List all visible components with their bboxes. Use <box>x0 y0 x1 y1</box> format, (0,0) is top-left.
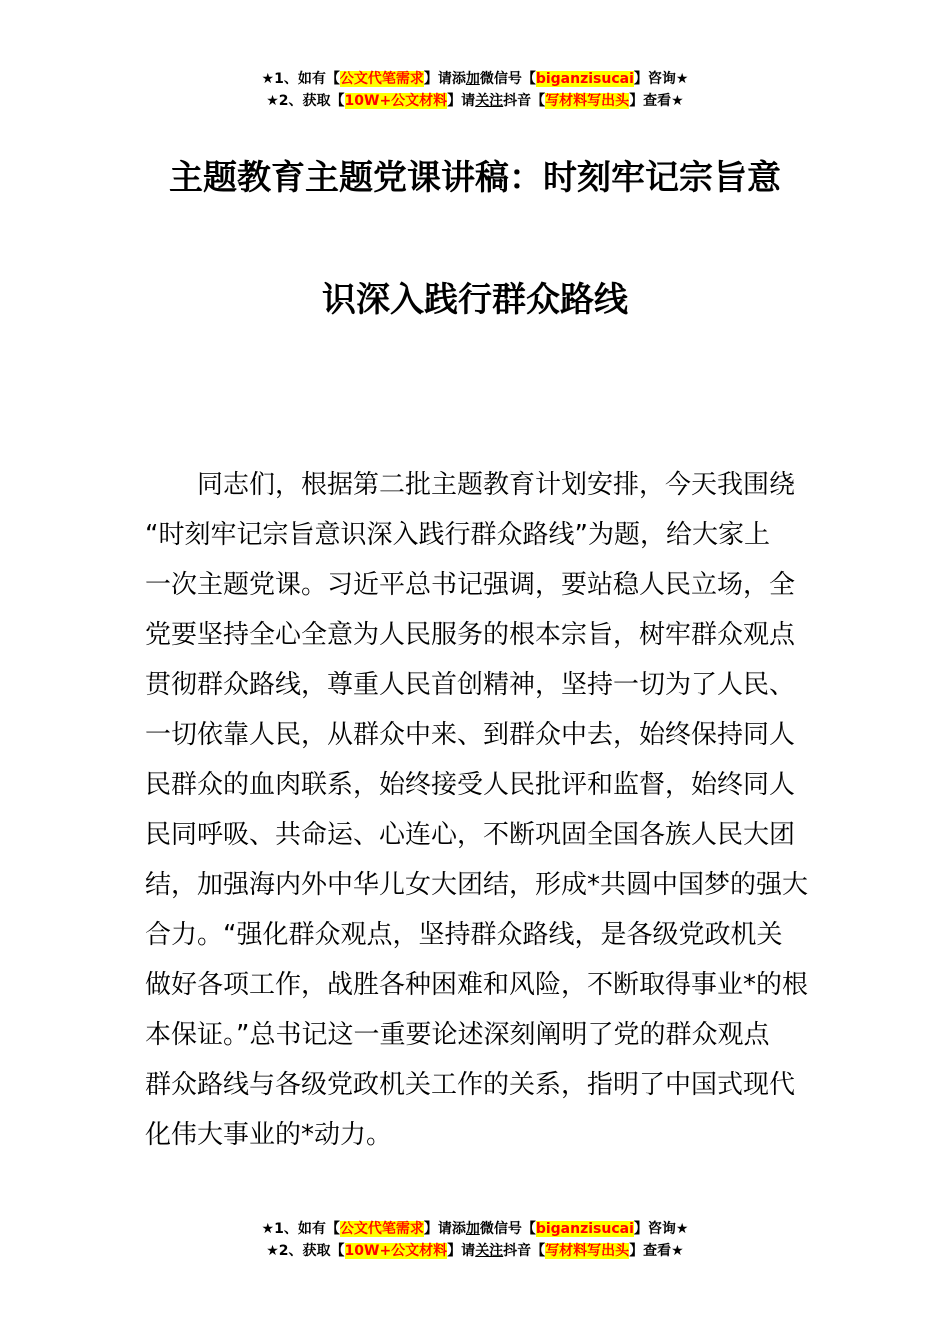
banner-text: 】查看★ <box>629 1243 684 1259</box>
page-title-line-2: 识深入践行群众路线 <box>322 280 628 320</box>
body-line: 贯彻群众路线，尊重人民首创精神，坚持一切为了人民、 <box>145 670 796 700</box>
banner-line-1 <box>0 68 950 90</box>
banner-text: 】咨询★ <box>633 71 689 87</box>
body-line: 合力。“强化群众观点，坚持群众路线，是各级党政机关 <box>145 920 783 950</box>
banner-highlight: 10W+公文材料 <box>344 1243 448 1259</box>
banner-text: 微信号【 <box>479 1221 536 1237</box>
banner-text: ★1、如有【 <box>261 1221 340 1237</box>
banner-text: ★2、获取【 <box>266 1243 345 1259</box>
banner-highlight: 10W+公文材料 <box>344 93 448 109</box>
header-banner <box>0 68 950 112</box>
banner-text: 微信号【 <box>479 71 536 87</box>
body-line: “时刻牢记宗旨意识深入践行群众路线”为题，给大家上 <box>145 520 770 550</box>
banner-text: 抖音【 <box>503 93 546 109</box>
banner-text: ★2、获取【 <box>266 93 345 109</box>
banner-text: 】请 <box>447 93 476 109</box>
page-title-line-1: 主题教育主题党课讲稿：时刻牢记宗旨意 <box>169 158 781 198</box>
banner-underlined-text: 加 <box>465 1221 480 1237</box>
banner-wechat-id: biganzisucai <box>535 71 634 87</box>
body-line: 做好各项工作，战胜各种困难和风险，不断取得事业*的根 <box>145 970 809 1000</box>
body-line: 一次主题党课。习近平总书记强调，要站稳人民立场，全 <box>145 570 796 600</box>
banner-highlight: 公文代笔需求 <box>339 1221 424 1237</box>
body-line: 同志们，根据第二批主题教育计划安排，今天我围绕 <box>197 470 796 500</box>
body-line: 民同呼吸、共命运、心连心，不断巩固全国各族人民大团 <box>145 820 796 850</box>
banner-douyin-id: 写材料写出头 <box>545 93 630 109</box>
body-line: 党要坚持全心全意为人民服务的根本宗旨，树牢群众观点 <box>145 620 796 650</box>
banner-text: 】请 <box>447 1243 476 1259</box>
banner-underlined-text: 加 <box>465 71 480 87</box>
banner-text: 】咨询★ <box>633 1221 689 1237</box>
body-line: 一切依靠人民，从群众中来、到群众中去，始终保持同人 <box>145 720 796 750</box>
banner-wechat-id: biganzisucai <box>535 1221 634 1237</box>
body-paragraph <box>145 460 810 1160</box>
banner-underlined-text: 关注 <box>475 1243 504 1259</box>
banner-douyin-id: 写材料写出头 <box>545 1243 630 1259</box>
body-line: 本保证。”总书记这一重要论述深刻阐明了党的群众观点 <box>145 1020 770 1050</box>
banner-line-2 <box>0 90 950 112</box>
banner-highlight: 公文代笔需求 <box>339 71 424 87</box>
banner-text: 】请添 <box>423 71 466 87</box>
body-line: 结，加强海内外中华儿女大团结，形成*共圆中国梦的强大 <box>145 870 809 900</box>
banner-line-2 <box>0 1240 950 1262</box>
banner-text: 】请添 <box>423 1221 466 1237</box>
body-line: 民群众的血肉联系，始终接受人民批评和监督，始终同人 <box>145 770 796 800</box>
body-line: 群众路线与各级党政机关工作的关系，指明了中国式现代 <box>145 1070 796 1100</box>
footer-banner <box>0 1218 950 1262</box>
body-line: 化伟大事业的*动力。 <box>145 1120 393 1150</box>
banner-line-1 <box>0 1218 950 1240</box>
banner-text: 】查看★ <box>629 93 684 109</box>
banner-underlined-text: 关注 <box>475 93 504 109</box>
banner-text: ★1、如有【 <box>261 71 340 87</box>
banner-text: 抖音【 <box>503 1243 546 1259</box>
